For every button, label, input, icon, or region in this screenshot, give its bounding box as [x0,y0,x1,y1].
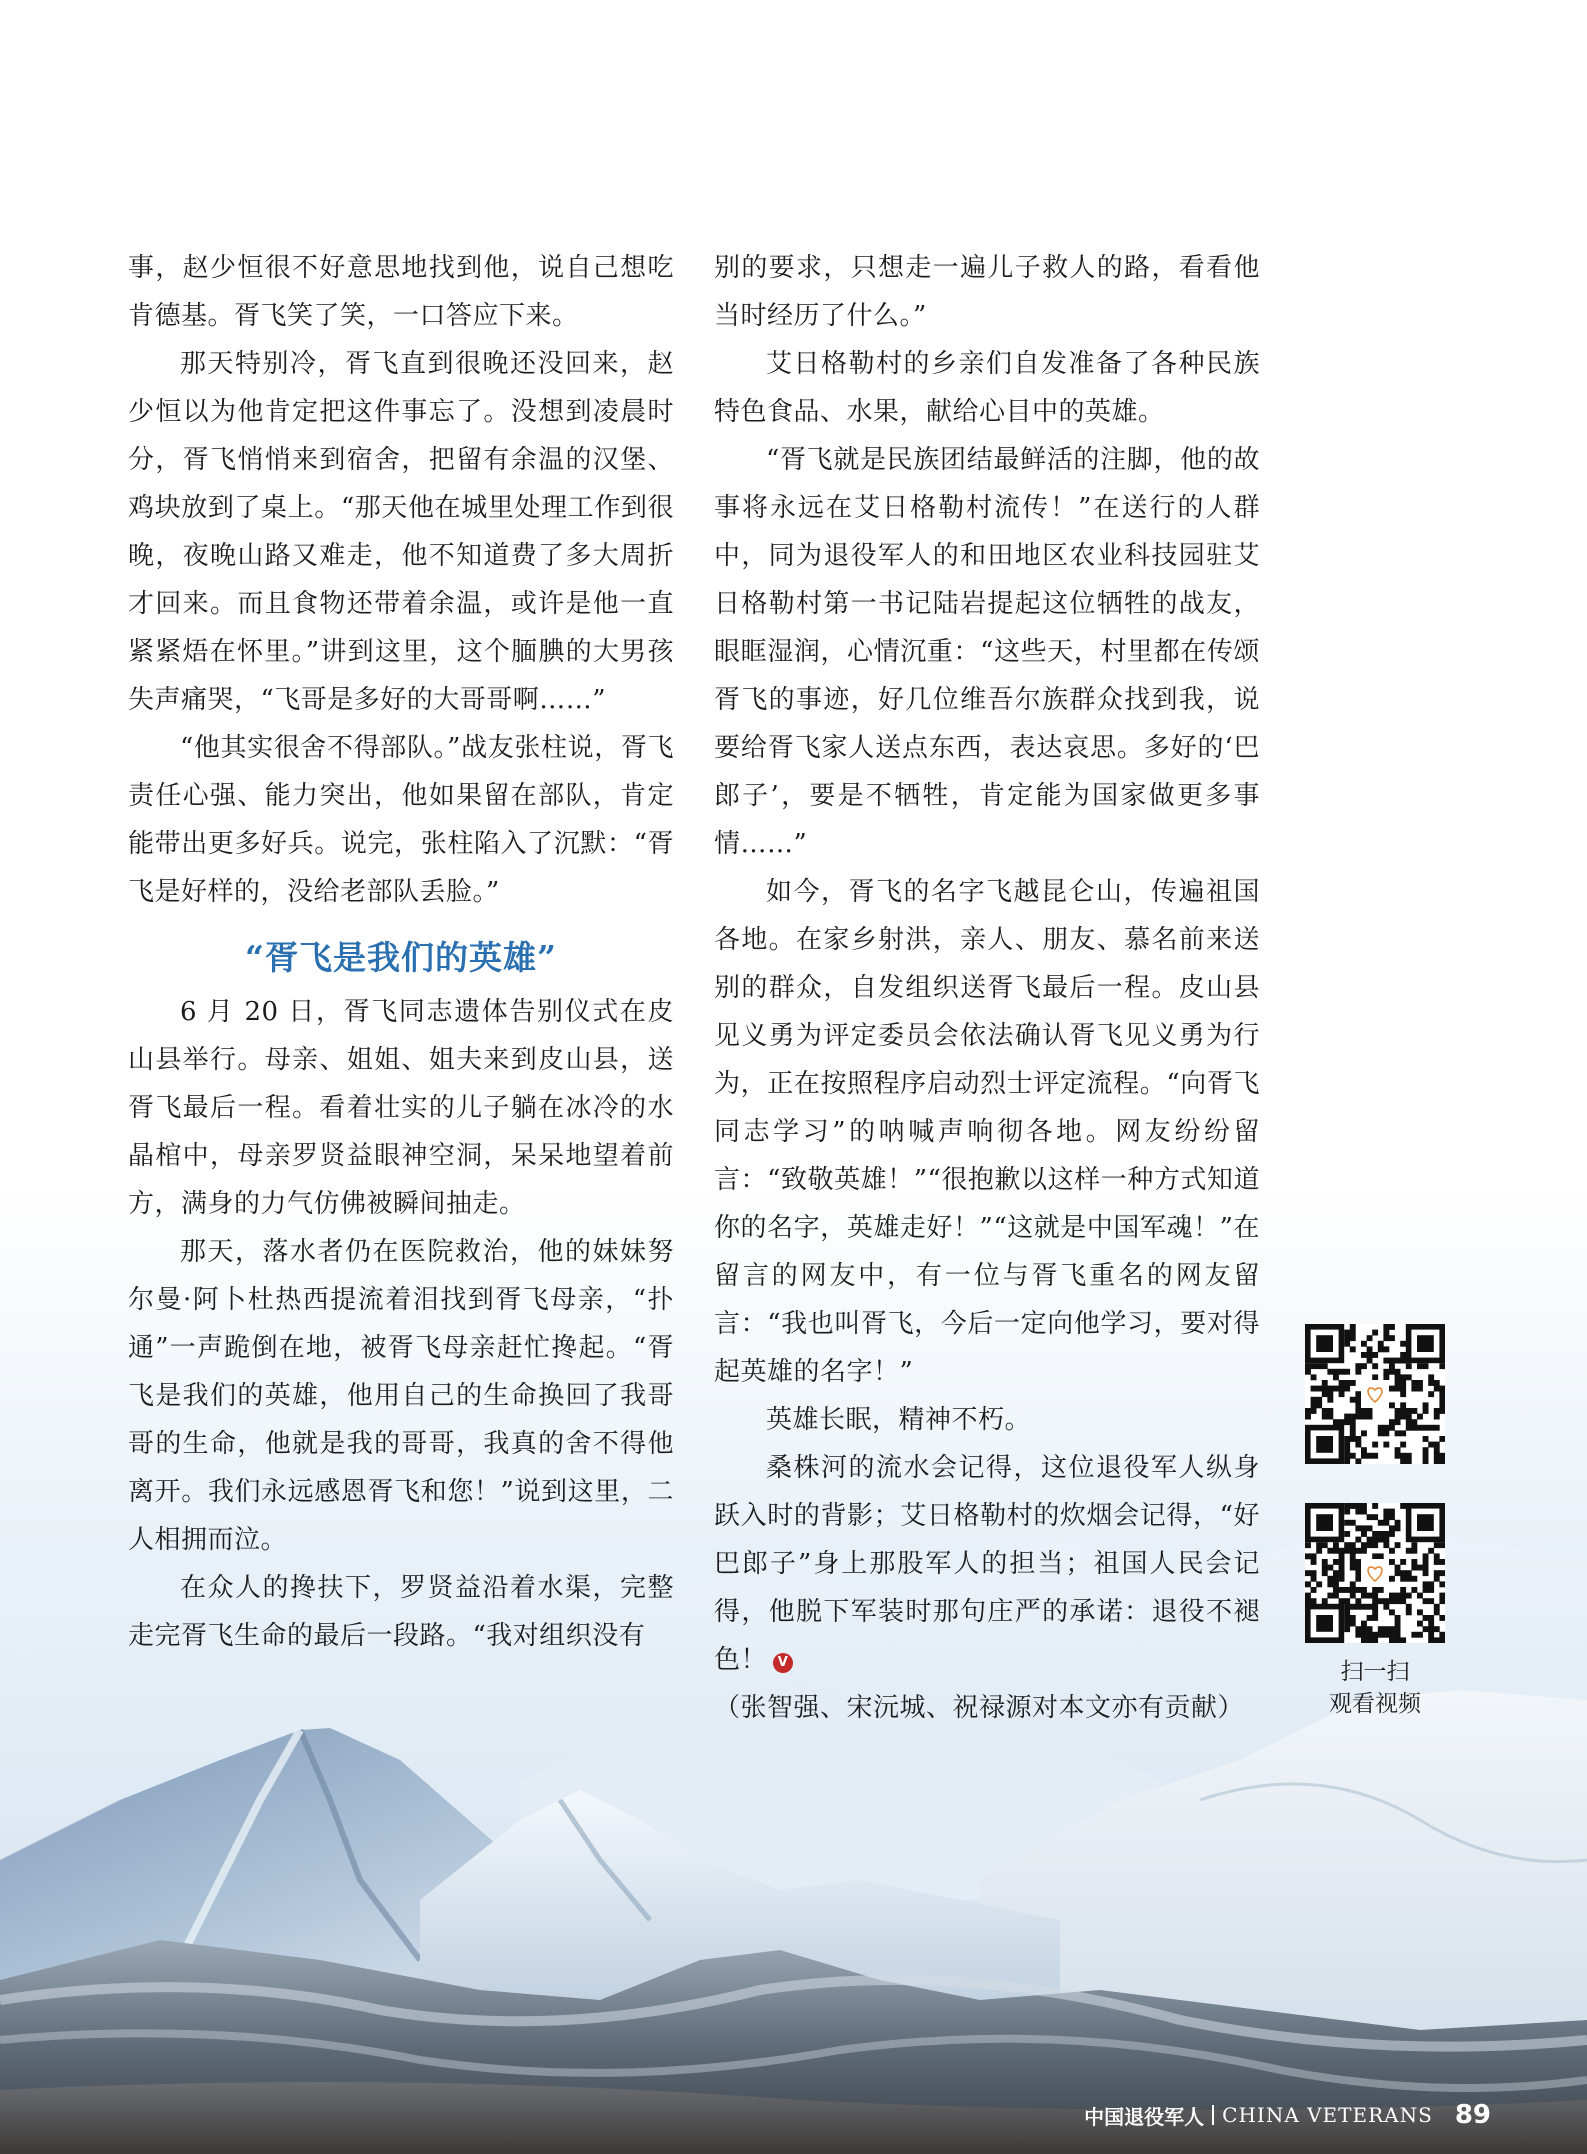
left-paragraph-5: 那天，落水者仍在医院救治，他的妹妹努尔曼·阿卜杜热西提流着泪找到胥飞母亲，“扑通”一声跪倒在地，被胥飞母亲赶忙搀起。“胥飞是我们的英雄，他用自己的生命换回了我哥哥的生命，他就是我的哥哥，我真的舍不得他离开。我们永远感恩胥飞和您！”说到这里，二人相拥而泣。 [128,1237,674,1555]
left-text-column [128,244,674,1660]
left-paragraph-2: 那天特别冷，胥飞直到很晚还没回来，赵少恒以为他肯定把这件事忘了。没想到凌晨时分，胥飞悄悄来到宿舍，把留有余温的汉堡、鸡块放到了桌上。“那天他在城里处理工作到很晚，夜晚山路又难走，他不知道费了多大周折才回来。而且食物还带着余温，或许是他一直紧紧焐在怀里。”讲到这里，这个腼腆的大男孩失声痛哭，“飞哥是多好的大哥哥啊……” [128,349,674,715]
qr-code-1-icon[interactable] [1305,1324,1445,1464]
closing-text: 桑株河的流水会记得，这位退役军人纵身跃入时的背影；艾日格勒村的炊烟会记得，“好巴郎子”身上那股军人的担当；祖国人民会记得，他脱下军装时那句庄严的承诺：退役不褪色！ [714,1453,1260,1675]
right-paragraph-1: 别的要求，只想走一遍儿子救人的路，看看他当时经历了什么。” [714,253,1260,331]
right-paragraph-4: 如今，胥飞的名字飞越昆仑山，传遍祖国各地。在家乡射洪，亲人、朋友、慕名前来送别的群众，自发组织送胥飞最后一程。皮山县见义勇为评定委员会依法确认胥飞见义勇为行为，正在按照程序启动烈士评定流程。“向胥飞同志学习”的呐喊声响彻各地。网友纷纷留言：“致敬英雄！”“很抱歉以这样一种方式知道你的名字，英雄走好！”“这就是中国军魂！”在留言的网友中，有一位与胥飞重名的网友留言：“我也叫胥飞，今后一定向他学习，要对得起英雄的名字！” [714,877,1260,1387]
left-paragraph-4: 6 月 20 日，胥飞同志遗体告别仪式在皮山县举行。母亲、姐姐、姐夫来到皮山县，送胥飞最后一程。看着壮实的儿子躺在冰冷的水晶棺中，母亲罗贤益眼神空洞，呆呆地望着前方，满身的力气仿佛被瞬间抽走。 [128,997,674,1219]
qr-caption [1290,1656,1460,1720]
qr-code-2-icon[interactable] [1305,1503,1445,1643]
right-paragraph-5: 英雄长眠，精神不朽。 [766,1405,1032,1435]
right-paragraph-6 [714,1444,1260,1684]
qr-caption-line-1: 扫一扫 [1340,1659,1410,1685]
left-paragraph-3: “他其实很舍不得部队。”战友张柱说，胥飞责任心强、能力突出，他如果留在部队，肯定能带出更多好兵。说完，张柱陷入了沉默：“胥飞是好样的，没给老部队丢脸。” [128,733,674,907]
end-mark-icon: V [773,1653,793,1673]
footer-divider [1212,2105,1214,2125]
contributors-credit: （张智强、宋沅城、祝禄源对本文亦有贡献） [714,1693,1245,1723]
right-paragraph-2: 艾日格勒村的乡亲们自发准备了各种民族特色食品、水果，献给心目中的英雄。 [714,349,1260,427]
left-paragraph-1: 事，赵少恒很不好意思地找到他，说自己想吃肯德基。胥飞笑了笑，一口答应下来。 [128,253,674,331]
page-footer [1084,2100,1491,2130]
publication-name: 中国退役军人 [1084,2104,1205,2129]
publication-english-name: CHINA VETERANS [1222,2103,1433,2127]
right-paragraph-3: “胥飞就是民族团结最鲜活的注脚，他的故事将永远在艾日格勒村流传！”在送行的人群中，同为退役军人的和田地区农业科技园驻艾日格勒村第一书记陆岩提起这位牺牲的战友，眼眶湿润，心情沉重：“这些天，村里都在传颂胥飞的事迹，好几位维吾尔族群众找到我，说要给胥飞家人送点东西，表达哀思。多好的‘巴郎子’，要是不牺牲，肯定能为国家做更多事情……” [714,445,1260,859]
page-number: 89 [1454,2100,1491,2130]
section-heading: “胥飞是我们的英雄” [245,938,557,977]
qr-caption-line-2: 观看视频 [1329,1691,1421,1717]
left-paragraph-6: 在众人的搀扶下，罗贤益沿着水渠，完整走完胥飞生命的最后一段路。“我对组织没有 [128,1573,674,1651]
right-text-column [714,244,1260,1732]
